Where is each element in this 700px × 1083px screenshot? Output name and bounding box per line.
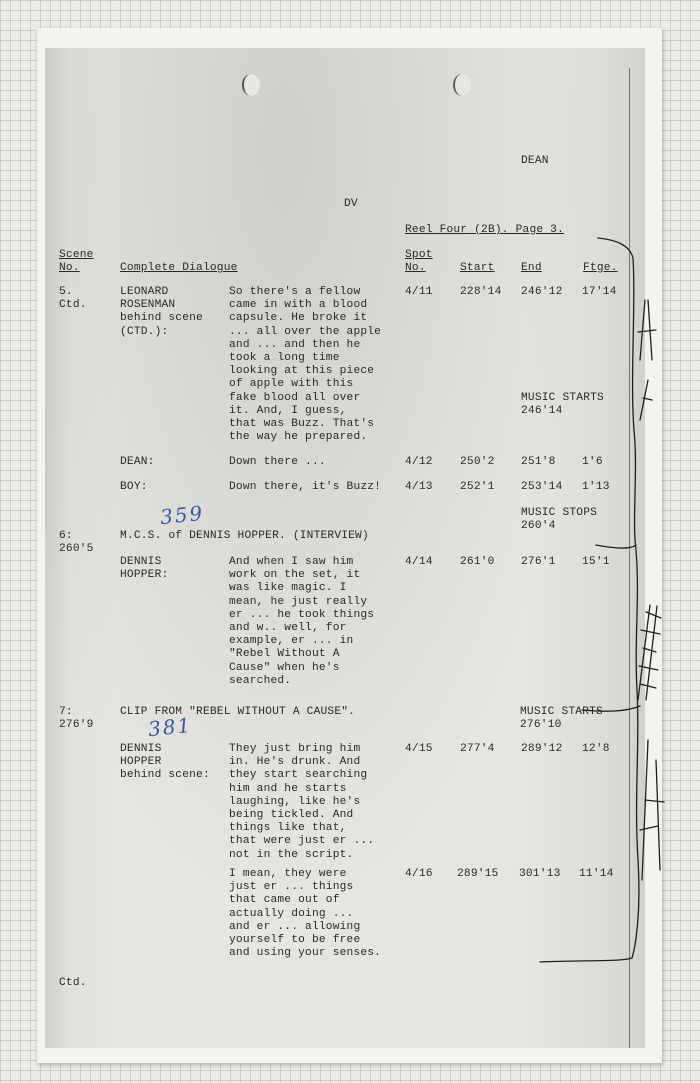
spot-number: 4/14 [405, 556, 433, 568]
footage-value: 15'1 [582, 556, 610, 568]
spot-number: 4/13 [405, 481, 433, 493]
spot-number: 4/12 [405, 456, 433, 468]
dialogue-text: So there's a fellow came in with a blood capsule. He broke it ... all over the apple and ... and then he took a long time looking at this piece of apple with this fake blood all over it. And, I guess, that was Buzz. That's the way he prepared. [229, 286, 382, 444]
scene-heading: M.C.S. of DENNIS HOPPER. (INTERVIEW) [120, 530, 369, 542]
start-value: 250'2 [460, 456, 495, 468]
spot-number: 4/15 [405, 743, 433, 755]
margin-tick [596, 545, 636, 548]
start-value: 228'14 [460, 286, 502, 298]
end-value: 251'8 [521, 456, 556, 468]
scene-number: 6: 260'5 [59, 530, 94, 556]
col-start: Start [460, 262, 495, 274]
start-value: 277'4 [460, 743, 495, 755]
speaker: BOY: [120, 481, 148, 493]
footage-value: 1'6 [582, 456, 603, 468]
footer-continued: Ctd. [59, 977, 87, 989]
handwritten-number: 359 [158, 500, 206, 530]
header-right: DEAN [521, 155, 549, 167]
handwritten-number: 381 [146, 712, 194, 742]
margin-annotation-mid [640, 380, 652, 420]
dialogue-text: They just bring him in. He's drunk. And they start searching him and he starts laughing, like he's being tickled. And things like that, that were just er ... not in the script. [229, 743, 375, 861]
speaker: DENNIS HOPPER behind scene: [120, 743, 210, 782]
end-value: 276'1 [521, 556, 556, 568]
speaker: DENNIS HOPPER: [120, 556, 169, 582]
spot-number: 4/16 [405, 868, 433, 880]
music-cue: MUSIC STARTS 276'10 [520, 706, 603, 732]
end-value: 246'12 [521, 286, 563, 298]
speaker: DEAN: [120, 456, 155, 468]
start-value: 252'1 [460, 481, 495, 493]
start-value: 261'0 [460, 556, 495, 568]
margin-annotation-top [638, 300, 656, 360]
speaker: LEONARD ROSENMAN behind scene (CTD.): [120, 286, 203, 338]
dialogue-text: Down there, it's Buzz! [229, 481, 382, 493]
dialogue-text: And when I saw him work on the set, it was like magic. I mean, he just really er ... he took things and w.. well, for example, er ... in "Rebel Without A Cause" when he's searched. [229, 556, 375, 687]
music-cue: MUSIC STOPS 260'4 [521, 507, 598, 533]
margin-scribble [638, 605, 661, 700]
scene-number: 7: 276'9 [59, 706, 94, 732]
scene-heading: CLIP FROM "REBEL WITHOUT A CAUSE". [120, 706, 356, 718]
footage-value: 11'14 [579, 868, 614, 880]
music-cue: MUSIC STARTS 246'14 [521, 392, 604, 418]
end-value: 253'14 [521, 481, 563, 493]
end-value: 289'12 [521, 743, 563, 755]
footage-value: 12'8 [582, 743, 610, 755]
dialogue-text: I mean, they were just er ... things that came out of actually doing ... and er ... allowing yourself to be free and using your senses. [229, 868, 382, 960]
dialogue-text: Down there ... [229, 456, 326, 468]
margin-tick [582, 706, 640, 711]
header-center: DV [344, 198, 358, 210]
col-ftge: Ftge. [583, 262, 618, 274]
col-spot: Spot No. [405, 249, 433, 275]
start-value: 289'15 [457, 868, 499, 880]
margin-annotation-bottom [640, 740, 664, 880]
col-dialogue: Complete Dialogue [120, 262, 238, 274]
end-value: 301'13 [519, 868, 561, 880]
col-end: End [521, 262, 542, 274]
footage-value: 1'13 [582, 481, 610, 493]
margin-bracket-line [540, 238, 639, 962]
col-scene: Scene No. [59, 249, 94, 275]
scene-number: 5. Ctd. [59, 286, 87, 312]
footage-value: 17'14 [582, 286, 617, 298]
reel-title: Reel Four (2B). Page 3. [405, 224, 565, 236]
spot-number: 4/11 [405, 286, 433, 298]
